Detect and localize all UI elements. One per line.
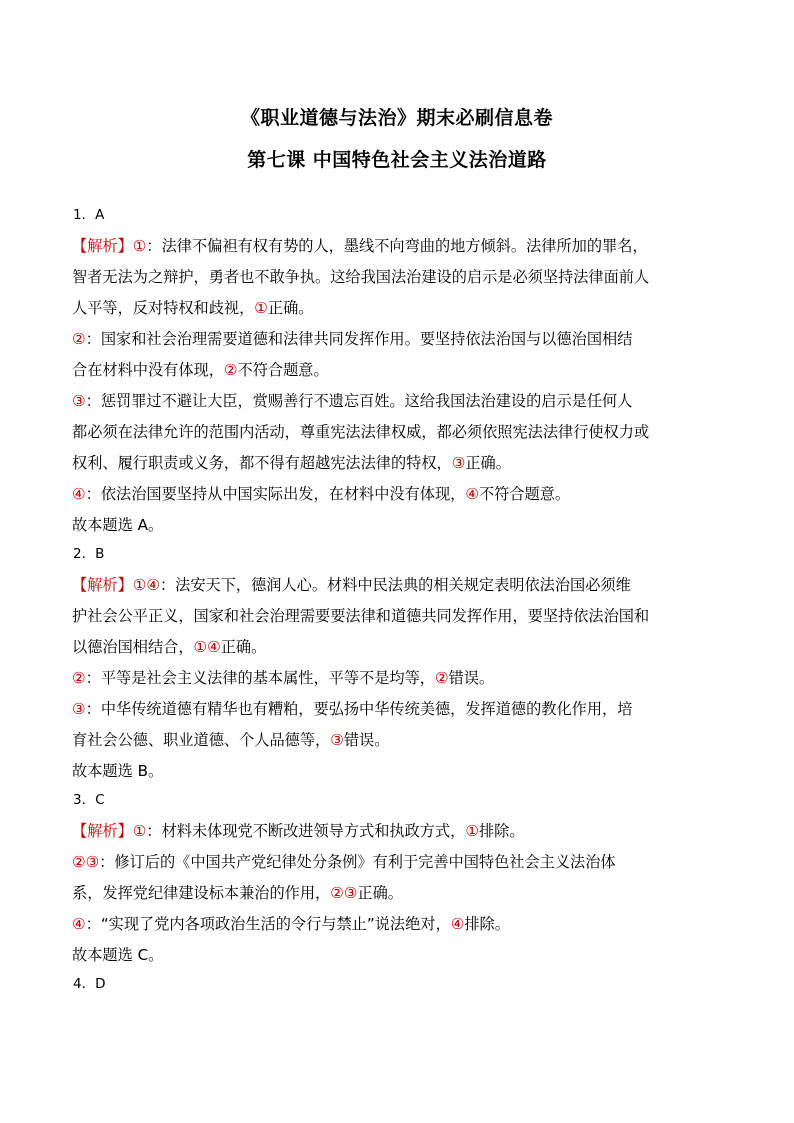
q1-analysis-point-2 [72, 324, 684, 386]
analysis-tag: 【解析】 [72, 237, 133, 255]
analysis-tag: 【解析】 [72, 822, 133, 840]
option-mark: ② [223, 361, 238, 379]
q2-analysis-point-2 [72, 663, 684, 694]
option-mark: ④ [465, 485, 479, 503]
text: 错误。 [343, 731, 390, 749]
option-mark: ① [132, 237, 147, 255]
q2-p3-line-2 [72, 725, 684, 756]
answer-3: 3．C [73, 792, 105, 808]
text: 错误。 [448, 669, 495, 687]
text: 系，发挥党纪律建设标本兼治的作用， [72, 884, 331, 902]
document-title: 《职业道德与法治》期末必刷信息卷 [240, 107, 553, 129]
q2-p2-line-1 [72, 663, 684, 694]
q1-conclusion: 故本题选 A。 [72, 516, 164, 534]
option-mark: ③ [72, 700, 86, 718]
option-mark: ③ [451, 454, 466, 472]
q1-p1-line-2: 智者无法为之辩护，勇者也不敢争执。这给我国法治建设的启示是必须坚持法律面前人 [72, 268, 650, 286]
q1-analysis-point-3 [72, 386, 684, 479]
q3-analysis-point-2 [72, 847, 684, 909]
q1-p3-line-3 [72, 448, 684, 479]
text: 权利、履行职责或义务，都不得有超越宪法法律的特权， [72, 454, 452, 472]
text: ：修订后的《中国共产党纪律处分条例》有利于完善中国特色社会主义法治体 [99, 853, 616, 871]
text: ：惩罚罪过不避让大臣，赏赐善行不遗忘百姓。这给我国法治建设的启示是任何人 [85, 392, 633, 410]
q3-p3-line-1 [72, 909, 684, 940]
q2-p1-line-2: 护社会公平正义，国家和社会治理需要要法律和道德共同发挥作用，要坚持依法治国和 [72, 607, 650, 625]
q2-conclusion: 故本题选 B。 [72, 762, 164, 780]
answer-1: 1．A [73, 207, 105, 223]
option-mark: ① [465, 822, 479, 840]
text: ：平等是社会主义法律的基本属性，平等不是均等， [85, 669, 435, 687]
text: 排除。 [464, 915, 510, 933]
q1-p2-line-2 [72, 355, 684, 386]
q3-analysis-point-3 [72, 909, 684, 940]
q2-analysis-point-1 [72, 570, 684, 663]
document-subtitle: 第七课 中国特色社会主义法治道路 [247, 149, 547, 171]
text: ：国家和社会治理需要道德和法律共同发挥作用。要坚持依法治国与以德治国相结 [85, 330, 633, 348]
option-mark: ② [72, 669, 86, 687]
q1-p1-line-3 [72, 293, 684, 324]
text: 不符合题意。 [237, 361, 329, 379]
option-mark: ④ [72, 915, 86, 933]
q1-p4-line-1 [72, 479, 684, 510]
option-mark: ①④ [132, 576, 160, 594]
answer-content [72, 204, 684, 1000]
q2-p3-line-1 [72, 694, 684, 725]
text: ：中华传统道德有精华也有糟粕，要弘扬中华传统美德，发挥道德的教化作用，培 [85, 700, 633, 718]
answer-2: 2．B [73, 546, 105, 562]
option-mark: ① [254, 299, 268, 317]
text: 合在材料中没有体现， [72, 361, 224, 379]
text: ：法安天下，德润人心。材料中民法典的相关规定表明依法治国必须维 [159, 576, 631, 594]
text: 以德治国相结合， [72, 638, 194, 656]
text: 正确。 [357, 884, 403, 902]
q3-p1-line-1 [72, 816, 684, 847]
option-mark: ②③ [330, 884, 358, 902]
text: 人平等，反对特权和歧视， [72, 299, 255, 317]
text: ：依法治国要坚持从中国实际出发，在材料中没有体现， [85, 485, 466, 503]
q1-analysis-point-4 [72, 479, 684, 510]
q3-analysis-point-1 [72, 816, 684, 847]
text: 育社会公德、职业道德、个人品德等， [72, 731, 331, 749]
q1-p3-line-1 [72, 386, 684, 417]
answer-4: 4．D [73, 976, 106, 992]
text: 不符合题意。 [478, 485, 571, 503]
q1-p3-line-2: 都必须在法律允许的范围内活动，尊重宪法法律权威，都必须依照宪法法律行使权力或 [72, 423, 650, 441]
q3-conclusion: 故本题选 C。 [72, 946, 164, 964]
text: 正确。 [220, 638, 267, 656]
text: ：“实现了党内各项政治生活的令行与禁止”说法绝对， [85, 915, 451, 933]
option-mark: ③ [330, 731, 344, 749]
q3-p2-line-2 [72, 878, 684, 909]
option-mark: ②③ [72, 853, 100, 871]
option-mark: ③ [72, 392, 86, 410]
option-mark: ① [132, 822, 147, 840]
q1-analysis-point-1 [72, 231, 684, 324]
q3-p2-line-1 [72, 847, 684, 878]
q2-p1-line-1 [72, 570, 684, 601]
option-mark: ② [72, 330, 86, 348]
q1-p2-line-1 [72, 324, 684, 355]
text: 正确。 [267, 299, 314, 317]
text: ：材料未体现党不断改进领导方式和执政方式， [146, 822, 466, 840]
q1-p1-line-1 [72, 231, 684, 262]
text: ：法律不偏袒有权有势的人，墨线不向弯曲的地方倾斜。法律所加的罪名， [146, 237, 648, 255]
option-mark: ④ [450, 915, 465, 933]
option-mark: ①④ [193, 638, 221, 656]
analysis-tag: 【解析】 [72, 576, 133, 594]
q2-analysis-point-3 [72, 694, 684, 756]
q2-p1-line-3 [72, 632, 684, 663]
text: 正确。 [465, 454, 511, 472]
text: 排除。 [478, 822, 525, 840]
option-mark: ② [434, 669, 449, 687]
option-mark: ④ [72, 485, 86, 503]
